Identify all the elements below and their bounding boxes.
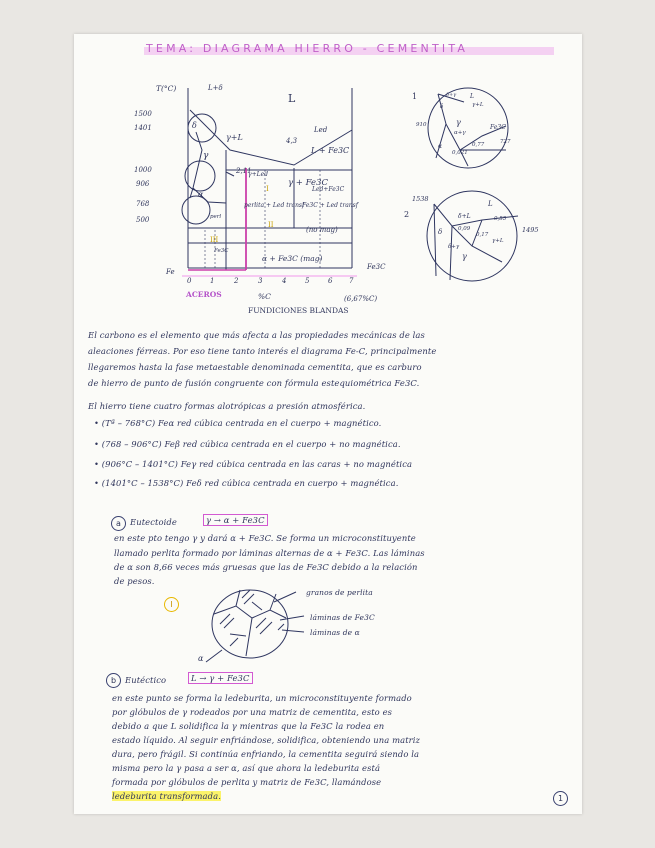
region-roman-iii: III <box>210 236 219 244</box>
x-tick-7: 7 <box>349 277 354 285</box>
zoom2-009: 0,09 <box>458 226 471 232</box>
y-tick-768: 768 <box>136 200 150 208</box>
eutectoid-line-1: en este pto tengo γ y dará α + Fe3C. Se forma un microconstituyente <box>114 533 416 543</box>
eutectic-letter: b <box>106 673 121 688</box>
zoom1-fe3c: Fe3C <box>490 124 506 131</box>
x-tick-0: 0 <box>187 277 192 285</box>
eutectic-line-5: dura, pero frágil. Si continúa enfriando, la cementita seguirá siendo la <box>112 749 420 759</box>
region-l: L <box>288 92 296 105</box>
zoom2-number: 2 <box>404 210 410 219</box>
micro-label-fe3c: láminas de Fe3C <box>310 613 375 622</box>
fe3c-axis-label: Fe3C <box>367 263 386 271</box>
eutectoid-reaction: γ → α + Fe3C <box>203 514 268 526</box>
eutectic-title: Eutéctico <box>125 675 167 685</box>
eutectic-reaction: L → γ + Fe3C <box>188 672 253 684</box>
page-title: TEMA: DIAGRAMA HIERRO - CEMENTITA <box>146 42 469 55</box>
y-tick-1401: 1401 <box>134 124 152 132</box>
x-tick-4: 4 <box>282 277 287 285</box>
zoom2-gamma: γ <box>462 252 467 261</box>
allotropic-form-2: • (768 – 906°C) Feβ red cúbica centrada en el cuerpo + no magnética. <box>94 439 401 449</box>
eutectoid-line-4: de pesos. <box>114 576 155 586</box>
zoom2-055: 0,55 <box>494 216 507 222</box>
micro-alpha-label: α <box>198 654 204 663</box>
zoom2-1538: 1538 <box>412 195 429 203</box>
allotropic-intro: El hierro tiene cuatro formas alotrópicas a presión atmosférica. <box>88 401 366 411</box>
zoom1-727: 727 <box>500 139 511 145</box>
zoom1-gamma: γ <box>456 118 461 127</box>
intro-line-3: llegaremos hasta la fase metaestable denominada cementita, que es carburo <box>88 362 422 372</box>
zoom1-l: L <box>470 93 474 100</box>
eutectoid-letter: a <box>111 516 126 531</box>
zoom1-077: 0,77 <box>472 142 485 148</box>
x-tick-6: 6 <box>328 277 333 285</box>
region-led: Led <box>314 126 328 134</box>
region-2-11: 2,11 <box>236 167 252 175</box>
zoom2-l: L <box>488 200 493 208</box>
eutectic-line-4: estado líquido. Al seguir enfriándose, solidifica, obteniendo una matriz <box>112 735 421 745</box>
region-roman-i: I <box>266 185 269 193</box>
allotropic-form-1: • (Tª – 768°C) Feα red cúbica centrada en el cuerpo + magnético. <box>94 418 382 428</box>
micro-label-alpha: láminas de α <box>310 628 360 637</box>
eutectoid-title: Eutectoide <box>130 517 177 527</box>
zoom2-diagram <box>422 186 522 286</box>
region-l-fe3c: L + Fe3C <box>311 146 350 155</box>
intro-line-4: de hierro de punto de fusión congruente con fórmula estequiométrica Fe3C. <box>88 378 420 388</box>
x-tick-2: 2 <box>234 277 239 285</box>
page-number: 1 <box>553 791 568 806</box>
max-carbon-label: (6,67%C) <box>344 295 378 303</box>
zoom1-alpha: α <box>438 143 443 150</box>
region-alpha: α <box>198 190 204 199</box>
perlite-microstructure <box>200 584 310 664</box>
region-roman-ii: II <box>268 221 274 229</box>
eutectic-line-3: debido a que L solidifica la γ mientras que la Fe3C la rodea en <box>112 721 385 731</box>
intro-line-1: El carbono es el elemento que más afecta a las propiedades mecánicas de las <box>88 330 425 340</box>
region-no-mag: (no mag) <box>306 226 338 234</box>
zoom2-gamma-l: γ+L <box>492 238 504 244</box>
fundiciones-label: FUNDICIONES BLANDAS <box>248 306 349 315</box>
micro-roman-label: I <box>164 597 179 612</box>
x-tick-1: 1 <box>210 277 215 285</box>
intro-line-2: aleaciones férreas. Por eso tiene tanto interés el diagrama Fe-C, principalmente <box>88 346 437 356</box>
y-tick-1500: 1500 <box>134 110 152 118</box>
region-delta: δ <box>192 121 197 130</box>
region-gamma: γ <box>203 151 209 161</box>
region-fe3c-small: Fe3C <box>214 248 229 254</box>
eutectic-line-1: en este punto se forma la ledeburita, un microconstituyente formado <box>112 693 412 703</box>
zoom2-delta-l: δ+L <box>458 213 471 220</box>
eutectic-line-6: misma pero la γ pasa a ser α, así que ahora la ledeburita está <box>112 763 381 773</box>
region-perlita-led: perlita + Led transf <box>244 202 305 209</box>
x-tick-5: 5 <box>305 277 310 285</box>
y-tick-500: 500 <box>136 216 150 224</box>
x-tick-3: 3 <box>258 277 263 285</box>
region-4-3: 4,3 <box>286 137 298 145</box>
zoom2-1495: 1495 <box>522 226 539 234</box>
zoom2-delta: δ <box>438 228 443 236</box>
region-led-fe3c: Led+Fe3C <box>312 186 345 193</box>
region-gamma-fe3c: γ + Fe3C <box>288 178 328 188</box>
eutectic-line-7: formada por glóbulos de perlita y matriz de Fe3C, llamándose <box>112 777 382 787</box>
percent-c-label: %C <box>258 292 271 301</box>
zoom2-017: 0,17 <box>476 232 489 238</box>
zoom1-021: 0,021 <box>452 150 468 156</box>
micro-label-grains: granos de perlita <box>306 588 373 597</box>
region-alpha-fe3c: α + Fe3C (mag) <box>262 254 323 263</box>
fe-label: Fe <box>166 268 175 276</box>
zoom1-number: 1 <box>412 92 418 101</box>
zoom1-alpha-gamma: α+γ <box>454 130 466 136</box>
eutectic-line-2: por glóbulos de γ rodeados por una matriz de cementita, esto es <box>112 707 393 717</box>
eutectic-line-8: ledeburita transformada. <box>112 791 221 801</box>
region-gamma-led: γ+Led <box>248 171 268 178</box>
region-fe3c-led: Fe3C + Led transf <box>302 202 358 209</box>
axis-title-temperature: T(°C) <box>156 84 177 93</box>
zoom1-910: 910 <box>416 122 427 128</box>
region-perlita-small: perl <box>210 214 222 220</box>
eutectoid-line-3: de α son 8,66 veces más gruesas que las de Fe3C debido a la relación <box>114 562 418 572</box>
y-tick-1000: 1000 <box>134 166 152 174</box>
region-l-delta: L+δ <box>208 84 223 92</box>
aceros-label: ACEROS <box>186 290 222 299</box>
allotropic-form-3: • (906°C – 1401°C) Feγ red cúbica centrada en las caras + no magnética <box>94 459 413 469</box>
zoom1-delta-gamma: δ+γ <box>446 92 457 98</box>
zoom1-delta: δ <box>440 104 444 110</box>
region-gamma-l: γ+L <box>226 133 243 142</box>
y-tick-906: 906 <box>136 180 150 188</box>
zoom1-gamma-l: γ+L <box>472 102 484 108</box>
eutectoid-line-2: llamado perlita formado por láminas alternas de α + Fe3C. Las láminas <box>114 548 425 558</box>
zoom2-delta-gamma: δ+γ <box>448 244 460 250</box>
allotropic-form-4: • (1401°C – 1538°C) Feδ red cúbica centrada en cuerpo + magnética. <box>94 478 399 488</box>
